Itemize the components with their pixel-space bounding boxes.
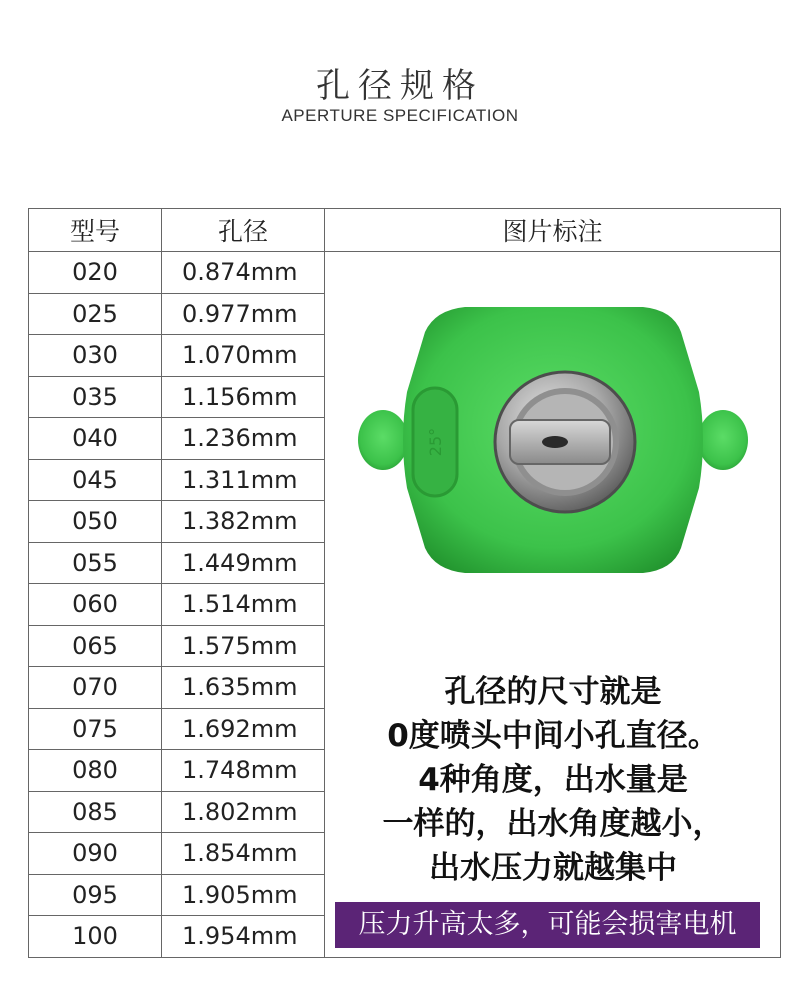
model-cell: 090	[29, 833, 162, 875]
page-title: 孔径规格	[316, 66, 484, 106]
table-row	[29, 252, 781, 294]
aperture-cell: 1.905mm	[162, 874, 325, 916]
note-line: 出水压力就越集中	[429, 850, 677, 886]
model-cell: 085	[29, 791, 162, 833]
nozzle-left-tab	[358, 410, 408, 470]
aperture-spec-table	[28, 208, 781, 958]
model-cell: 050	[29, 501, 162, 543]
table-header-row	[29, 209, 781, 252]
note-line: 一样的，出水角度越小，	[382, 806, 724, 842]
aperture-cell: 1.236mm	[162, 418, 325, 460]
model-cell: 070	[29, 667, 162, 709]
model-cell: 025	[29, 293, 162, 335]
nozzle-tip-icon	[355, 292, 751, 592]
header-image-annotation: 图片标注	[325, 209, 781, 252]
nozzle-right-tab	[698, 410, 748, 470]
header-aperture: 孔径	[162, 209, 325, 252]
model-cell: 095	[29, 874, 162, 916]
model-cell: 030	[29, 335, 162, 377]
aperture-cell: 1.070mm	[162, 335, 325, 377]
aperture-cell: 1.954mm	[162, 916, 325, 958]
angle-marking-text: 25°	[426, 427, 445, 457]
image-annotation-cell	[325, 252, 781, 958]
aperture-cell: 1.575mm	[162, 625, 325, 667]
warning-banner: 压力升高太多，可能会损害电机	[335, 902, 760, 948]
model-cell: 040	[29, 418, 162, 460]
aperture-cell: 0.977mm	[162, 293, 325, 335]
note-line: 孔径的尺寸就是	[444, 674, 662, 710]
model-cell: 055	[29, 542, 162, 584]
note-line: 4种角度，出水量是	[418, 762, 688, 798]
aperture-cell: 1.311mm	[162, 459, 325, 501]
header-model: 型号	[29, 209, 162, 252]
model-cell: 080	[29, 750, 162, 792]
aperture-cell: 1.635mm	[162, 667, 325, 709]
model-cell: 075	[29, 708, 162, 750]
model-cell: 060	[29, 584, 162, 626]
model-cell: 020	[29, 252, 162, 294]
aperture-cell: 1.514mm	[162, 584, 325, 626]
aperture-cell: 1.748mm	[162, 750, 325, 792]
aperture-cell: 1.156mm	[162, 376, 325, 418]
aperture-cell: 1.854mm	[162, 833, 325, 875]
aperture-cell: 1.692mm	[162, 708, 325, 750]
aperture-cell: 1.382mm	[162, 501, 325, 543]
page-subtitle: APERTURE SPECIFICATION	[281, 106, 519, 125]
model-cell: 035	[29, 376, 162, 418]
aperture-note	[325, 670, 781, 890]
aperture-cell: 0.874mm	[162, 252, 325, 294]
model-cell: 100	[29, 916, 162, 958]
model-cell: 065	[29, 625, 162, 667]
orifice-hole	[542, 436, 568, 448]
aperture-cell: 1.449mm	[162, 542, 325, 584]
model-cell: 045	[29, 459, 162, 501]
note-line: 0度喷头中间小孔直径。	[387, 718, 719, 754]
aperture-cell: 1.802mm	[162, 791, 325, 833]
